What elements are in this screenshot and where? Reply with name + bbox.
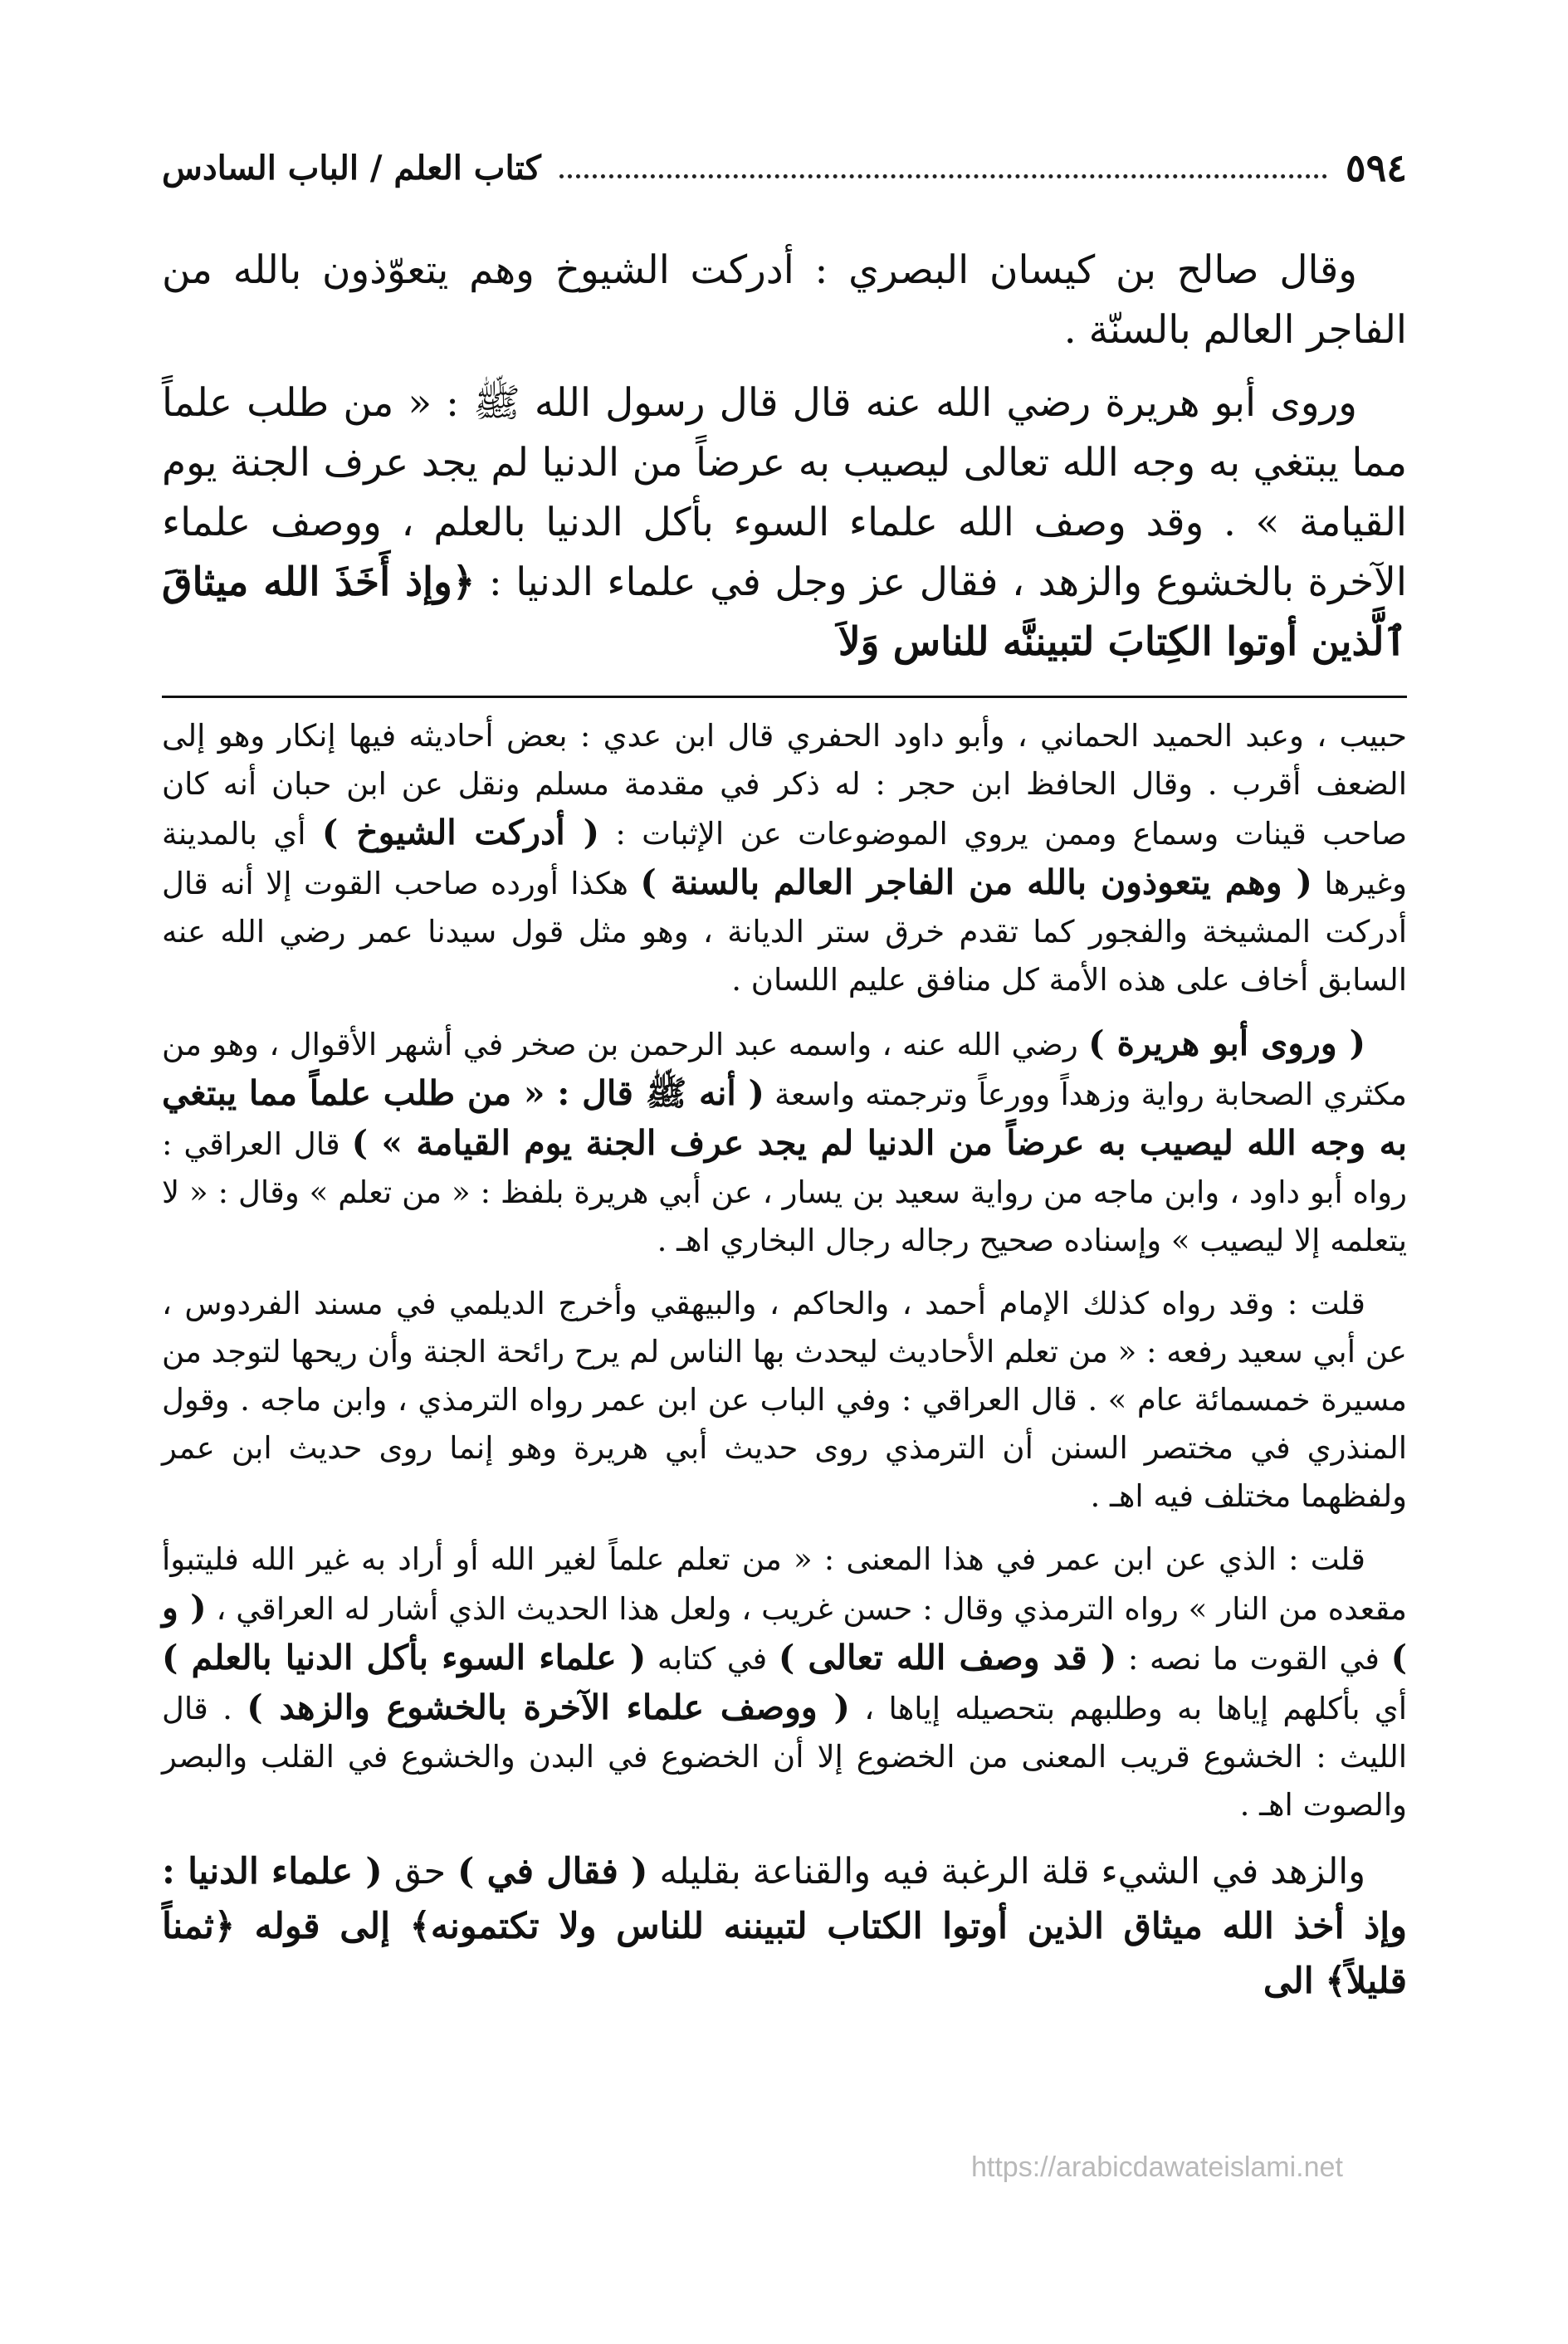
main-paragraph-2 — [162, 374, 1407, 672]
commentary-bold-phrase: ( و ) — [162, 1588, 1407, 1677]
commentary-bold-phrase: ( علماء السوء بأكل الدنيا بالعلم ) — [162, 1638, 647, 1677]
commentary-text: أي بأكلهم إياها به وطلبهم بتحصيله إياها ، — [864, 1691, 1408, 1726]
commentary-text: في كتابه — [657, 1641, 768, 1677]
commentary-text: رضي الله عنه ، واسمه عبد الرحمن بن صخر في أشهر الأقوال ، وهو من مكثري الصحابة رواية وزهداً وورعاً وترجمته واسعة — [162, 1027, 1407, 1112]
commentary-paragraph-1 — [162, 712, 1407, 1004]
commentary-paragraph-5 — [162, 1844, 1407, 2009]
commentary-bold-phrase: ( أدركت الشيوخ ) — [321, 813, 599, 852]
commentary-text: . قال الليث : الخشوع قريب المعنى من الخضوع إلا أن الخضوع في البدن والخشوع في القلب والبصر والصوت اهـ . — [162, 1691, 1407, 1823]
commentary-bold-phrase: ( علماء الدنيا : وإذ أخذ الله ميثاق الذين أوتوا الكتاب لتبيننه للناس ولا تكتمونه﴾ إلى قوله ﴿ثمناً قليلاً﴾ — [162, 1851, 1407, 2002]
commentary-paragraph-4 — [162, 1536, 1407, 1829]
commentary-paragraph-3: قلت : وقد رواه كذلك الإمام أحمد ، والحاكم ، والبيهقي وأخرج الديلمي في مسند الفردوس ، عن أبي سعيد رفعه : « من تعلم الأحاديث ليحدث بها الناس لم يرح رائحة الجنة وأن ريحها لتوجد من مسيرة خمسمائة عام » . قال العراقي : وفي الباب عن ابن عمر رواه الترمذي ، وابن ماجه . وقول المنذري في مختصر السنن أن الترمذي روى حديث أبي هريرة وهو إنما روى حديث ابن عمر ولفظهما مختلف فيه اهـ . — [162, 1286, 1407, 1514]
page-number: ٥٩٤ — [1345, 145, 1407, 190]
commentary — [162, 712, 1407, 2024]
main-paragraph-1: وقال صالح بن كيسان البصري : أدركت الشيوخ وهم يتعوّذون بالله من الفاجر العالم بالسنّة . — [162, 247, 1407, 353]
commentary-bold-phrase: ( وروى أبو هريرة ) — [1088, 1023, 1366, 1063]
header-dotted-leader — [559, 158, 1327, 178]
commentary-text: أي بالمدينة وغيرها — [162, 816, 1407, 901]
commentary-bold-phrase: ( وهم يتعوذون بالله من الفاجر العالم بالسنة ) — [640, 862, 1312, 902]
main-paragraph-2-text: وروى أبو هريرة رضي الله عنه قال قال رسول الله ﷺ : « من طلب علماً مما يبتغي به وجه الله تعالى ليصيب به عرضاً من الدنيا لم يجد عرف الجنة يوم القيامة » . وقد وصف الله علماء السوء بأكل الدنيا بالعلم ، ووصف علماء الآخرة بالخشوع والزهد ، فقال عز وجل في علماء الدنيا : — [162, 380, 1407, 605]
commentary-bold-phrase: ( أنه ﷺ قال : « من طلب علماً مما يبتغي به وجه الله ليصيب به عرضاً من الدنيا لم يجد عرف الجنة يوم القيامة » ) — [162, 1073, 1408, 1163]
commentary-bold-phrase: ( فقال في ) — [457, 1851, 648, 1892]
footnote-separator — [162, 696, 1407, 698]
main-text — [162, 241, 1407, 686]
running-title: كتاب العلم / الباب السادس — [162, 148, 541, 188]
commentary-bold-phrase: الى — [1263, 1961, 1314, 2002]
commentary-bold-phrase: ( قد وصف الله تعالى ) — [778, 1638, 1117, 1677]
running-header — [162, 143, 1407, 193]
commentary-text: هكذا أورده صاحب القوت إلا أنه قال أدركت المشيخة والفجور كما تقدم خرق ستر الديانة ، وهو مثل قول سيدنا عمر رضي الله عنه السابق أخاف على هذه الأمة كل منافق عليم اللسان . — [162, 866, 1407, 998]
commentary-text: والزهد في الشيء قلة الرغبة فيه والقناعة بقليله — [659, 1851, 1366, 1892]
commentary-paragraph-2 — [162, 1019, 1407, 1265]
commentary-text: قال العراقي : رواه أبو داود ، وابن ماجه من رواية سعيد بن يسار ، عن أبي هريرة بلفظ : « من تعلم » وقال : « لا يتعلمه إلا ليصيب » وإسناده صحيح رجاله رجال البخاري اهـ . — [162, 1126, 1407, 1258]
watermark-url: https://arabicdawateislami.net — [971, 2151, 1343, 2183]
commentary-text: حبيب ، وعبد الحميد الحماني ، وأبو داود الحفري قال ابن عدي : بعض أحاديثه فيها إنكار وهو إلى الضعف أقرب . وقال الحافظ ابن حجر : له ذكر في مقدمة مسلم ونقل عن ابن حبان أنه كان صاحب قينات وسماع وممن يروي الموضوعات عن الإثبات : — [162, 718, 1407, 852]
commentary-text: حق — [393, 1851, 447, 1892]
commentary-text: في القوت ما نصه : — [1127, 1641, 1380, 1677]
quran-verse: ﴿وإذ أَخَذَ الله ميثاقَ ٱلَّذين أوتوا الكِتابَ لتبيننَّه للناس وَلاَ — [162, 559, 1407, 665]
commentary-bold-phrase: ( ووصف علماء الآخرة بالخشوع والزهد ) — [247, 1687, 850, 1727]
commentary-text: قلت : الذي عن ابن عمر في هذا المعنى : « من تعلم علماً لغير الله أو أراد به غير الله فليتبوأ مقعده من النار » رواه الترمذي وقال : حسن غريب ، ولعل هذا الحديث الذي أشار له العراقي ، — [162, 1541, 1407, 1627]
